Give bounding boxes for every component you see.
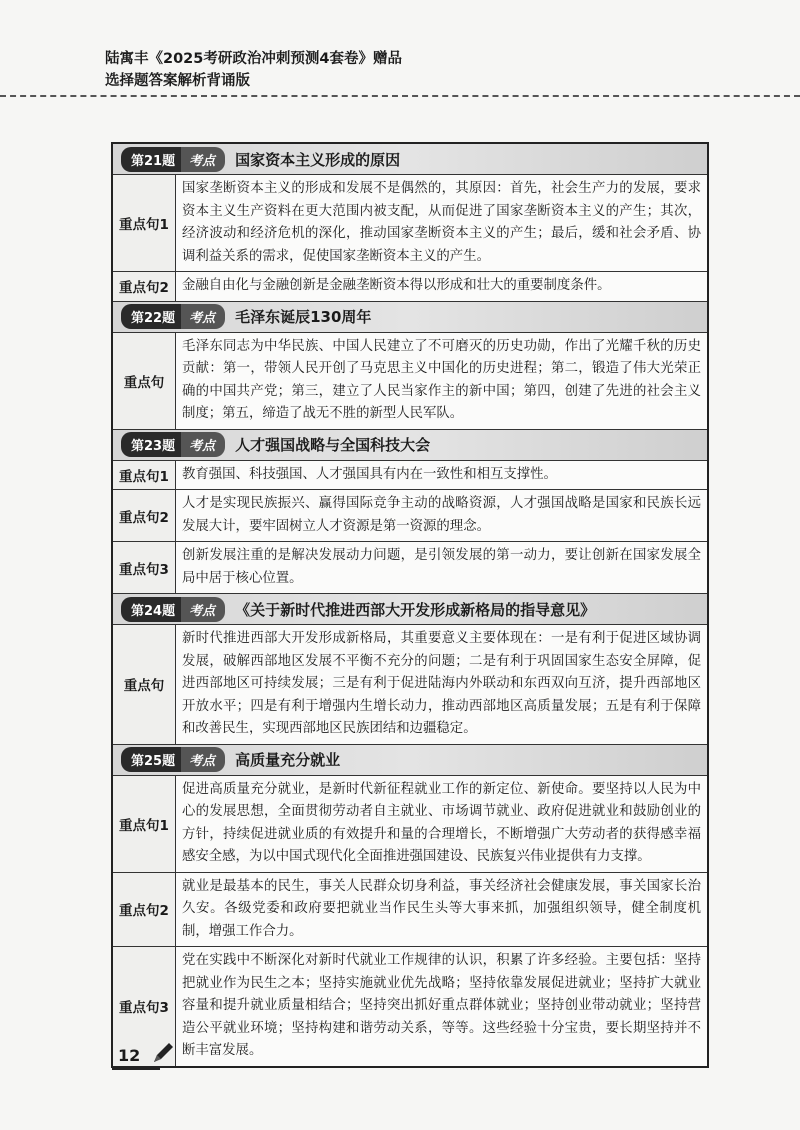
row-label: 重点句2: [112, 490, 176, 542]
question-header-25: [112, 744, 708, 775]
row-text: 促进高质量充分就业，是新时代新征程就业工作的新定位、新使命。要坚持以人民为中心的发展思想，全面贯彻劳动者自主就业、市场调节就业、政府促进就业和鼓励创业的方针，持续促进就业质的有效提升和量的合理增长，不断增强广大劳动者的获得感幸福感安全感，为以中国式现代化全面推进强国建设、民族复兴伟业提供有力支撑。: [176, 775, 709, 872]
header-divider: [0, 95, 800, 97]
question-header-23: [112, 429, 708, 460]
kaodian-badge: 考点: [181, 597, 225, 622]
pen-icon: [150, 1040, 176, 1066]
row-text: 毛泽东同志为中华民族、中国人民建立了不可磨灭的历史功勋，作出了光耀千秋的历史贡献：第一，带领人民开创了马克思主义中国化的历史进程；第二，锻造了伟大光荣正确的中国共产党；第三，建立了人民当家作主的新中国；第四，创建了先进的社会主义制度；第五，缔造了战无不胜的新型人民军队。: [176, 332, 709, 429]
row-label: 重点句2: [112, 872, 176, 947]
question-topic: 毛泽东诞辰130周年: [235, 308, 372, 326]
row-label: 重点句: [112, 625, 176, 745]
row-text: 就业是最基本的民生，事关人民群众切身利益，事关经济社会健康发展，事关国家长治久安。各级党委和政府要把就业当作民生头等大事来抓，加强组织领导，健全制度机制，增强工作合力。: [176, 872, 709, 947]
row-text: 新时代推进西部大开发形成新格局，其重要意义主要体现在：一是有利于促进区域协调发展，破解西部地区发展不平衡不充分的问题；二是有利于巩固国家生态安全屏障，促进西部地区可持续发展；三是有利于促进陆海内外联动和东西双向互济，提升西部地区开放水平；四是有利于增强内生增长动力，推动西部地区高质量发展；五是有利于保障和改善民生，实现西部地区民族团结和边疆稳定。: [176, 625, 709, 745]
question-header-22: [112, 301, 708, 332]
question-number: 第21题: [121, 147, 183, 172]
table-row: [112, 625, 708, 745]
table-row: [112, 542, 708, 594]
question-header-21: [112, 143, 708, 175]
question-topic: 国家资本主义形成的原因: [235, 150, 401, 169]
row-label: 重点句1: [112, 460, 176, 490]
kaodian-badge: 考点: [181, 147, 225, 172]
row-label: 重点句1: [112, 775, 176, 872]
row-text: 人才是实现民族振兴、赢得国际竞争主动的战略资源，人才强国战略是国家和民族长远发展大计，要牢固树立人才资源是第一资源的理念。: [176, 490, 709, 542]
question-topic: 高质量充分就业: [235, 751, 341, 769]
row-text: 党在实践中不断深化对新时代就业工作规律的认识，积累了许多经验。主要包括：坚持把就业作为民生之本；坚持实施就业优先战略；坚持依靠发展促进就业；坚持扩大就业容量和提升就业质量相结合；坚持突出抓好重点群体就业；坚持创业带动就业；坚持营造公平就业环境；坚持构建和谐劳动关系，等等。这些经验十分宝贵，要长期坚持并不断丰富发展。: [176, 947, 709, 1067]
kaodian-badge: 考点: [181, 304, 225, 329]
question-header-24: [112, 594, 708, 625]
question-topic: 《关于新时代推进西部大开发形成新格局的指导意见》: [235, 600, 596, 619]
row-text: 教育强国、科技强国、人才强国具有内在一致性和相互支撑性。: [176, 460, 709, 490]
kaodian-badge: 考点: [181, 747, 225, 772]
question-number: 第23题: [121, 432, 183, 457]
row-text: 金融自由化与金融创新是金融垄断资本得以形成和壮大的重要制度条件。: [176, 272, 709, 302]
question-topic: 人才强国战略与全国科技大会: [235, 436, 431, 454]
row-label: 重点句3: [112, 542, 176, 594]
question-number: 第24题: [121, 597, 183, 622]
table-row: [112, 175, 708, 272]
question-number: 第22题: [121, 304, 183, 329]
row-text: 国家垄断资本主义的形成和发展不是偶然的，其原因：首先，社会生产力的发展，要求资本主义生产资料在更大范围内被支配，从而促进了国家垄断资本主义的产生；其次，经济波动和经济危机的深化，推动国家垄断资本主义的产生；最后，缓和社会矛盾、协调利益关系的需求，促使国家垄断资本主义的产生。: [176, 175, 709, 272]
footer-underline: [112, 1068, 160, 1070]
page-header: [105, 48, 402, 92]
row-label: 重点句2: [112, 272, 176, 302]
question-number: 第25题: [121, 747, 183, 772]
row-label: 重点句: [112, 332, 176, 429]
table-row: [112, 460, 708, 490]
kaodian-badge: 考点: [181, 432, 225, 457]
table-row: [112, 872, 708, 947]
row-label: 重点句1: [112, 175, 176, 272]
table-row: [112, 332, 708, 429]
header-subtitle: 选择题答案解析背诵版: [105, 73, 250, 89]
row-label: 重点句3: [112, 947, 176, 1067]
table-row: [112, 272, 708, 302]
table-row: [112, 490, 708, 542]
header-title: 陆寓丰《2025考研政治冲刺预测4套卷》赠品: [105, 51, 402, 67]
row-text: 创新发展注重的是解决发展动力问题，是引领发展的第一动力，要让创新在国家发展全局中居于核心位置。: [176, 542, 709, 594]
page-number: 12: [118, 1046, 141, 1065]
table-row: [112, 775, 708, 872]
table-row: [112, 947, 708, 1067]
answer-table: [111, 142, 709, 1068]
